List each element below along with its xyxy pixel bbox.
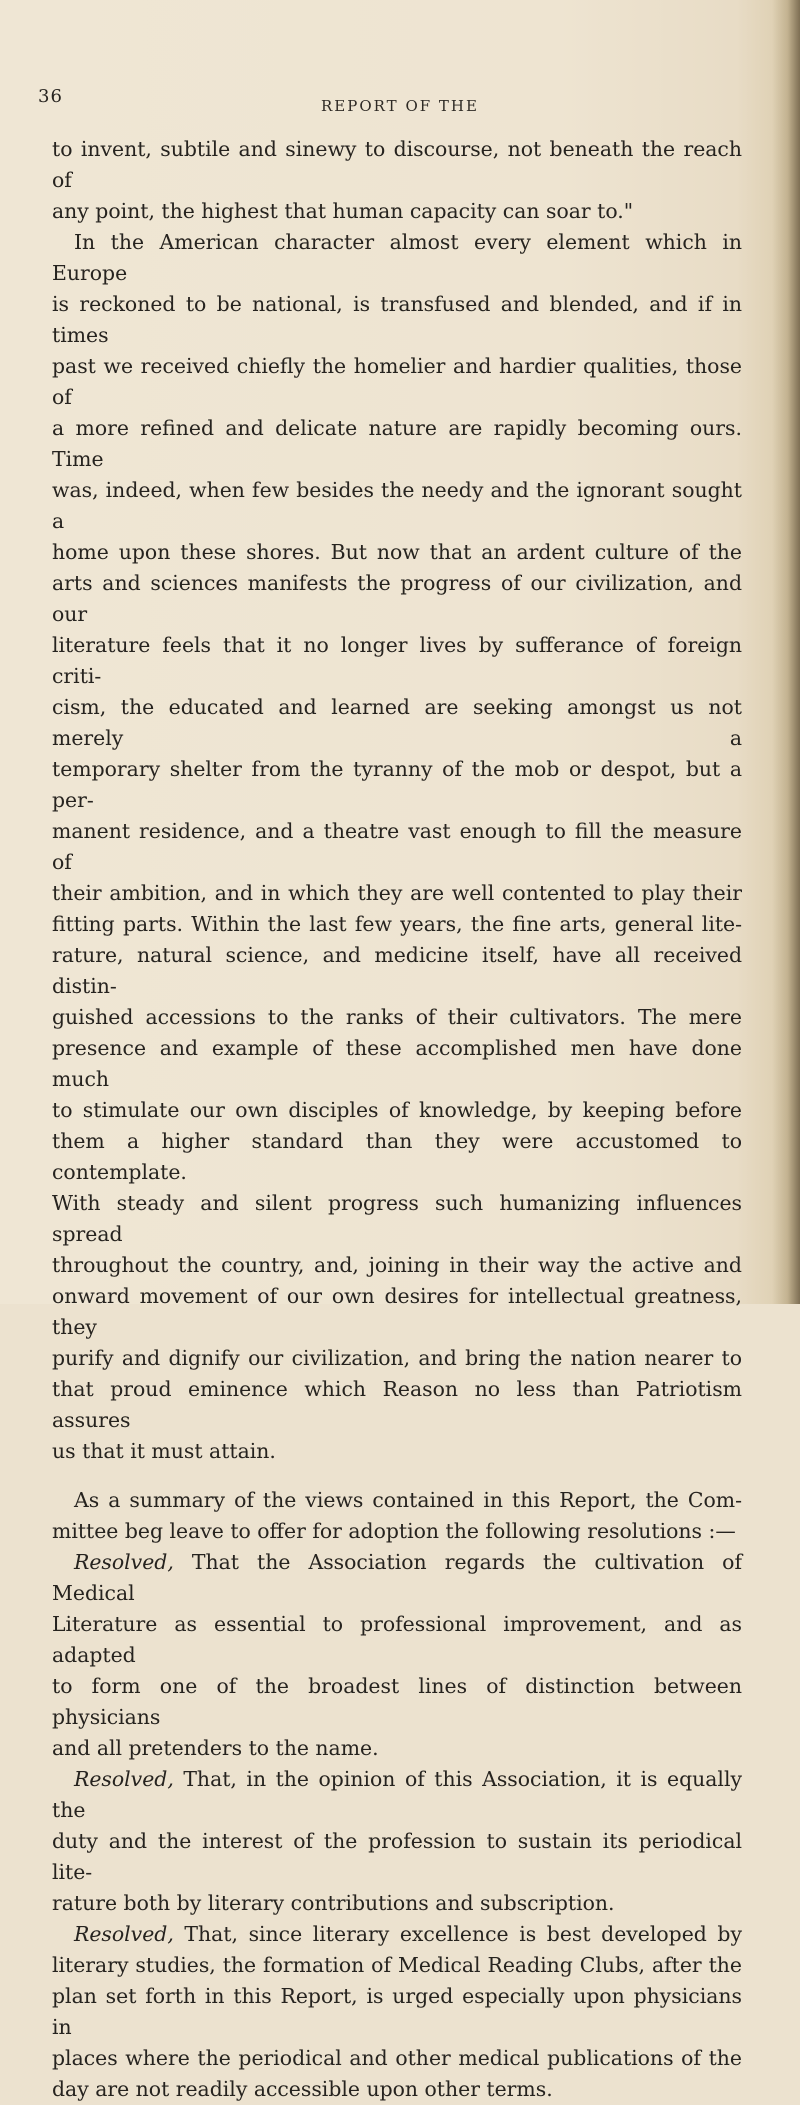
text-line: that proud eminence which Reason no less than Patriotism assures — [52, 1377, 742, 1432]
text-line: rature, natural science, and medicine itself, have all received distin- — [52, 943, 742, 998]
text-line: purify and dignify our civilization, and bring the nation nearer to — [52, 1346, 742, 1370]
text-line: literature feels that it no longer lives by sufferance of foreign criti- — [52, 633, 742, 688]
text-line: plan set forth in this Report, is urged especially upon physicians in — [52, 1984, 742, 2039]
text-line: throughout the country, and, joining in their way the active and — [52, 1253, 742, 1277]
resolution-first-line — [52, 1919, 742, 1950]
text-line: rature both by literary contributions and subscription. — [52, 1891, 615, 1915]
text-line: them a higher standard than they were accustomed to contemplate. — [52, 1129, 742, 1184]
text-line: to invent, subtile and sinewy to discourse, not beneath the reach of — [52, 137, 742, 192]
text-line: presence and example of these accomplished men have done much — [52, 1036, 742, 1091]
text-line: their ambition, and in which they are well contented to play their — [52, 881, 742, 905]
text-line: As a summary of the views contained in this Report, the Com- — [74, 1488, 742, 1512]
resolution-label: Resolved, — [74, 1767, 174, 1791]
page-number: 36 — [38, 86, 63, 107]
text-line: That the Association regards the cultivation of Medical — [52, 1550, 742, 1605]
paragraph-gap — [52, 1467, 742, 1485]
text-line: In the American character almost every element which in Europe — [52, 230, 742, 285]
text-line: arts and sciences manifests the progress of our civilization, and our — [52, 571, 742, 626]
text-line: past we received chiefly the homelier and hardier qualities, those of — [52, 354, 742, 409]
resolution-first-line — [52, 1764, 742, 1826]
body-text — [52, 134, 742, 2105]
text-line: places where the periodical and other medical publications of the — [52, 2046, 742, 2070]
text-line: mittee beg leave to offer for adoption the following resolutions :— — [52, 1519, 736, 1543]
page-binding-shadow — [772, 0, 800, 1304]
text-line: day are not readily accessible upon other terms. — [52, 2077, 553, 2101]
text-line: manent residence, and a theatre vast enough to fill the measure of — [52, 819, 742, 874]
text-line: and all pretenders to the name. — [52, 1736, 379, 1760]
text-line: was, indeed, when few besides the needy and the ignorant sought a — [52, 478, 742, 533]
text-line: cism, the educated and learned are seeking amongst us not merely a — [52, 695, 742, 750]
text-line: to form one of the broadest lines of distinction between physicians — [52, 1674, 742, 1729]
text-line: temporary shelter from the tyranny of the mob or despot, but a per- — [52, 757, 742, 812]
text-line: guished accessions to the ranks of their cultivators. The mere — [52, 1005, 742, 1029]
text-line: fitting parts. Within the last few years, the fine arts, general lite- — [52, 912, 742, 936]
text-line: Literature as essential to professional improvement, and as adapted — [52, 1612, 742, 1667]
text-line: any point, the highest that human capacity can soar to." — [52, 199, 634, 223]
text-line: literary studies, the formation of Medical Reading Clubs, after the — [52, 1953, 742, 1977]
text-line: onward movement of our own desires for intellectual greatness, they — [52, 1284, 742, 1339]
text-line: That, since literary excellence is best developed by — [173, 1922, 742, 1946]
text-line: home upon these shores. But now that an ardent culture of the — [52, 540, 742, 564]
text-line: That, in the opinion of this Association, it is equally the — [52, 1767, 742, 1822]
text-line: is reckoned to be national, is transfused and blended, and if in times — [52, 292, 742, 347]
text-line: With steady and silent progress such humanizing influences spread — [52, 1191, 742, 1246]
running-head: REPORT OF THE — [321, 97, 479, 115]
text-line: duty and the interest of the profession to sustain its periodical lite- — [52, 1829, 742, 1884]
resolution-label: Resolved, — [74, 1922, 174, 1946]
text-line: a more refined and delicate nature are rapidly becoming ours. Time — [52, 416, 742, 471]
resolution-first-line — [52, 1547, 742, 1609]
resolution-label: Resolved, — [74, 1550, 174, 1574]
text-line: to stimulate our own disciples of knowledge, by keeping before — [52, 1098, 742, 1122]
text-line: us that it must attain. — [52, 1439, 276, 1463]
